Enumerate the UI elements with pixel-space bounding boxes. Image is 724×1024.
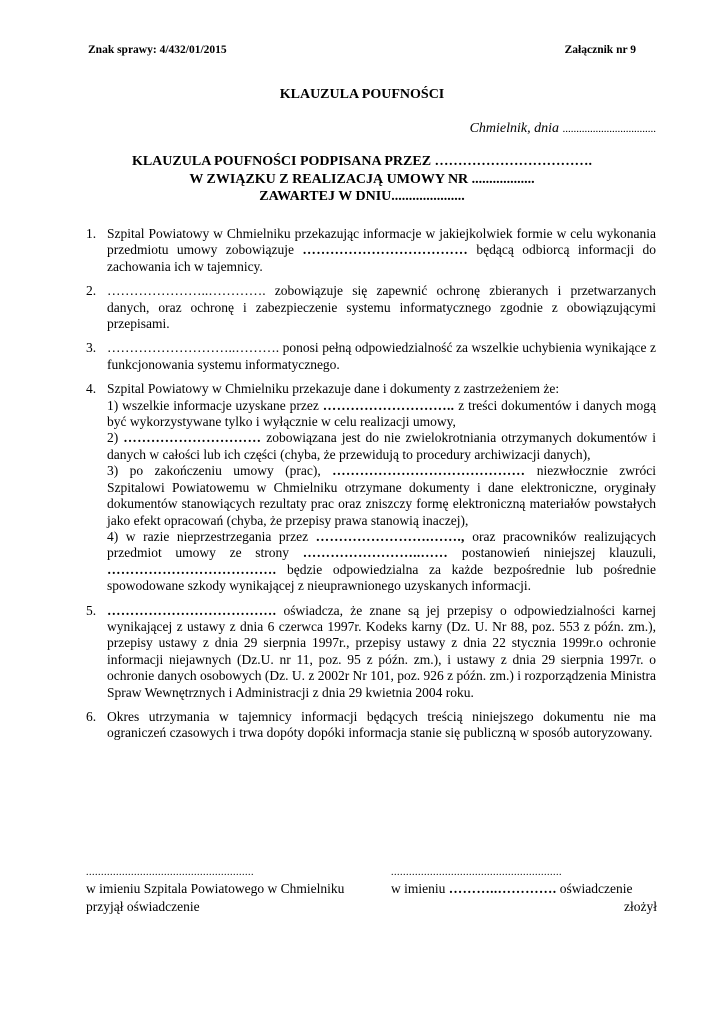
clause-subtitle xyxy=(0,153,724,206)
point-1-text-c: z treści dokumentów i danych mogą być wykorzystywane tylko i wyłącznie w celu realizacji umowy, xyxy=(107,397,657,430)
clause-number: 2. xyxy=(86,283,97,299)
clause-number: 5. xyxy=(86,602,97,618)
clause-list xyxy=(86,226,656,750)
point-4-text-a: 4) w razie nieprzestrzegania przez xyxy=(107,528,309,544)
clause-3 xyxy=(86,340,656,373)
clause-5-text xyxy=(107,603,656,701)
point-3-dots: …………………………………… xyxy=(332,463,526,479)
place-date-label: Chmielnik, dnia xyxy=(469,121,559,136)
signature-caption-1 xyxy=(391,880,657,898)
point-4-text-e: postanowień niniejszej klauzuli, xyxy=(461,545,657,561)
subtitle-line-1: KLAUZULA POUFNOŚCI PODPISANA PRZEZ ……………………………. xyxy=(131,154,593,169)
clause-4-intro: Szpital Powiatowy w Chmielniku przekazuje dane i dokumenty z zastrzeżeniem że: xyxy=(107,381,560,397)
point-2-text-c: zobowiązana jest do nie zwielokrotniania otrzymanych dokumentów i danych w całości lub ich części (chyba, że przewidują to procedury archiwizacji danych), xyxy=(107,430,656,462)
clause-6 xyxy=(86,709,656,742)
signature-caption-1: w imieniu Szpitala Powiatowego w Chmielniku xyxy=(86,881,345,896)
clause-number: 6. xyxy=(86,708,97,724)
clause-4 xyxy=(86,381,656,594)
place-date-dots: .................................. xyxy=(562,123,656,135)
point-2-text-a: 2) xyxy=(107,430,119,446)
clause-2 xyxy=(86,283,656,332)
clause-3-text: ………………………..………. ponosi pełną odpowiedzialność za wszelkie uchybienia wynikające z funkcjonowania systemu informatycznego. xyxy=(107,340,656,372)
place-date xyxy=(470,121,656,137)
point-2-dots: ………………………… xyxy=(123,430,262,446)
clause-number: 1. xyxy=(86,226,97,241)
clause-number: 3. xyxy=(86,340,97,356)
caption-on-behalf: w imieniu xyxy=(391,881,446,896)
clause-number: 4. xyxy=(86,381,97,397)
subtitle-line-3: ZAWARTEJ W DNIU..................... xyxy=(259,189,465,204)
clause-4-point-4 xyxy=(107,529,656,595)
point-3-text-c: niezwłocznie zwróci Szpitalowi Powiatowemu w Chmielniku otrzymane dokumenty i dane elektroniczne, oryginały dokumentów stanowiących rezultaty prac oraz zniszczy formę elektroniczną materiałów powstałych jako efekt opracowań (chyba, że przepisy prawa stanowią inaczej), xyxy=(107,463,657,528)
point-4-dots-b: …………………….……., xyxy=(315,528,465,544)
case-number: Znak sprawy: 4/432/01/2015 xyxy=(88,44,227,56)
signature-caption-2: przyjął oświadczenie xyxy=(86,899,200,914)
signature-line: ......................................................... xyxy=(391,867,562,878)
subtitle-line-2: W ZWIĄZKU Z REALIZACJĄ UMOWY NR .................. xyxy=(189,171,535,187)
attachment-label: Załącznik nr 9 xyxy=(564,44,636,56)
clause-4-point-3 xyxy=(107,463,656,529)
point-1-dots: ……………………….. xyxy=(322,397,455,413)
document-title: KLAUZULA POUFNOŚCI xyxy=(279,87,445,102)
point-4-dots-d: ……………………..…… xyxy=(302,545,449,561)
clause-2-text: …………………..…………. zobowiązuje się zapewnić ochronę zbieranych i przetwarzanych danych, oraz ochronę i zabezpieczenie systemu informatycznego zgodnie z obowiązującymi przepisami. xyxy=(107,283,656,332)
clause-6-text: Okres utrzymania w tajemnicy informacji będących treścią niniejszego dokumentu nie ma ograniczeń czasowych i trwa dopóty dopóki informacja stanie się publiczną w sposób autoryzowany. xyxy=(107,708,656,741)
signature-contractor xyxy=(391,866,657,916)
point-1-text-a: 1) wszelkie informacje uzyskane przez xyxy=(107,397,319,413)
point-3-text-a: 3) po zakończeniu umowy (prac), xyxy=(107,463,321,479)
clause-1-text-a: Szpital Powiatowy w Chmielniku przekazując informacje w jakiejkolwiek formie w celu wykonania przedmiotu umowy zobowiązuje xyxy=(107,226,656,258)
clause-1-dots: ……………………………… xyxy=(302,242,469,258)
signature-caption-2: złożył xyxy=(624,899,657,914)
clause-5 xyxy=(86,603,656,701)
clause-1 xyxy=(86,226,656,275)
clause-text xyxy=(107,226,656,275)
point-4-text-c: oraz pracowników realizujących przedmiot umowy ze strony xyxy=(107,528,657,561)
clause-1-text-c: będącą odbiorcą informacji do zachowania ich w tajemnicy. xyxy=(107,242,657,274)
point-4-text-g: będzie odpowiedzialna za każde bezpośrednie lub pośrednie spowodowane szkody wynikającej z nieuprawnionego uzyskanych informacji. xyxy=(107,561,657,594)
caption-dots: ………..…………. xyxy=(448,881,557,896)
signature-line: ........................................................ xyxy=(86,867,254,878)
clause-5-dots: ………………………………. xyxy=(107,602,277,618)
point-4-dots-f: ………………………………. xyxy=(107,561,277,577)
clause-4-point-2 xyxy=(107,430,656,463)
clause-4-point-1 xyxy=(107,398,656,431)
clause-5-text-b: oświadcza, że znane są jej przepisy o odpowiedzialności karnej wynikającej z ustawy z dnia 6 czerwca 1997r. Kodeks karny (Dz. U. Nr 88, poz. 553 z późn. zm.), przepisy ustawy z dnia 29 sierpnia 1997r., przepisy ustawy z dnia 22 stycznia 1999r.o ochronie informacji niejawnych (Dz.U. nr 11, poz. 95 z późn. zm.), i ustawy z dnia 29 sierpnia 1997r. o ochronie danych osobowych (Dz. U. z 2002r Nr 101, poz. 926 z późn. zm.) i rozporządzenia Ministra Spraw Wewnętrznych i Administracji z dnia 29 kwietnia 2004 roku. xyxy=(107,602,657,700)
caption-statement: oświadczenie xyxy=(559,881,633,896)
signature-hospital xyxy=(86,866,344,916)
